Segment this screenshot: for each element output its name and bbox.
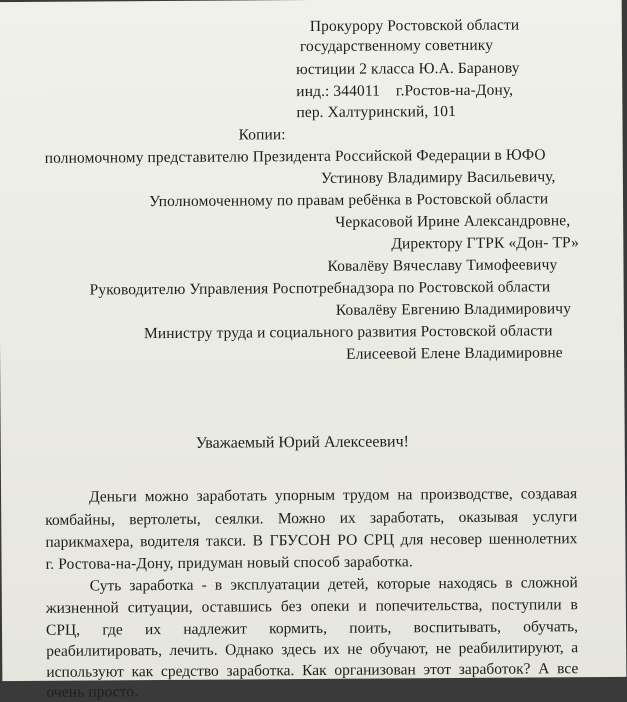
copies-line-5: Директору ГТРК «Дон- ТР» — [391, 234, 579, 253]
body-line-8: реабилитировать, лечить. Однако здесь их не обучают, не реабилитируют, а — [46, 639, 579, 660]
copies-line-10: Елисеевой Елене Владимировне — [346, 344, 563, 363]
copies-line-7: Руководителю Управления Роспотребнадзора по Ростовской области — [89, 278, 551, 299]
addressee-line-3: юстиции 2 класса Ю.А. Баранову — [296, 59, 520, 79]
copies-line-3: Уполномоченному по правам ребёнка в Ростовской области — [148, 190, 549, 211]
copies-heading: Копии: — [238, 126, 286, 144]
copies-line-1: полномочному представителю Президента Российской Федерации в ЮФО — [44, 146, 546, 167]
copies-line-9: Министру труда и социального развития Ростовской области — [143, 322, 553, 343]
addressee-line-2: государственному советнику — [299, 36, 494, 56]
body-line-10: очень просто. — [46, 683, 139, 701]
copies-line-2: Устинову Владимиру Васильевичу, — [320, 168, 556, 187]
body-line-6: жизненной ситуации, оставшись без опеки и попечительства, поступили в — [45, 596, 578, 617]
body-line-5: Суть заработка - в эксплуатации детей, которые находясь в сложной — [89, 574, 578, 595]
body-line-2: комбайны, вертолеты, сеялки. Можно их заработать, оказывая услуги — [45, 508, 578, 529]
addressee-line-5: пер. Халтуринский, 101 — [296, 102, 456, 122]
body-line-9: используют как средство заработка. Как организован этот заработок? А все — [46, 660, 579, 681]
body-line-4: г. Ростова-на-Дону, придуман новый способ заработка. — [45, 553, 413, 573]
addressee-line-1: Прокурору Ростовской области — [309, 16, 520, 36]
body-line-7: СРЦ, где их надлежит кормить, поить, воспитывать, обучать, — [45, 618, 579, 639]
copies-line-8: Ковалёву Евгению Владимировичу — [335, 300, 572, 319]
copies-line-4: Черкасовой Ирине Александровне, — [335, 212, 571, 231]
addressee-line-4: инд.: 344011 г.Ростов-на-Дону, — [296, 81, 514, 101]
copies-line-6: Ковалёву Вячеславу Тимофеевичу — [327, 256, 558, 275]
body-line-1: Деньги можно заработать упорным трудом на производстве, создавая — [89, 485, 578, 506]
body-line-3: парикмахера, водителя такси. В ГБУСОН РО СРЦ для несовер шеннолетних — [45, 530, 578, 551]
salutation: Уважаемый Юрий Алексеевич! — [195, 433, 410, 452]
